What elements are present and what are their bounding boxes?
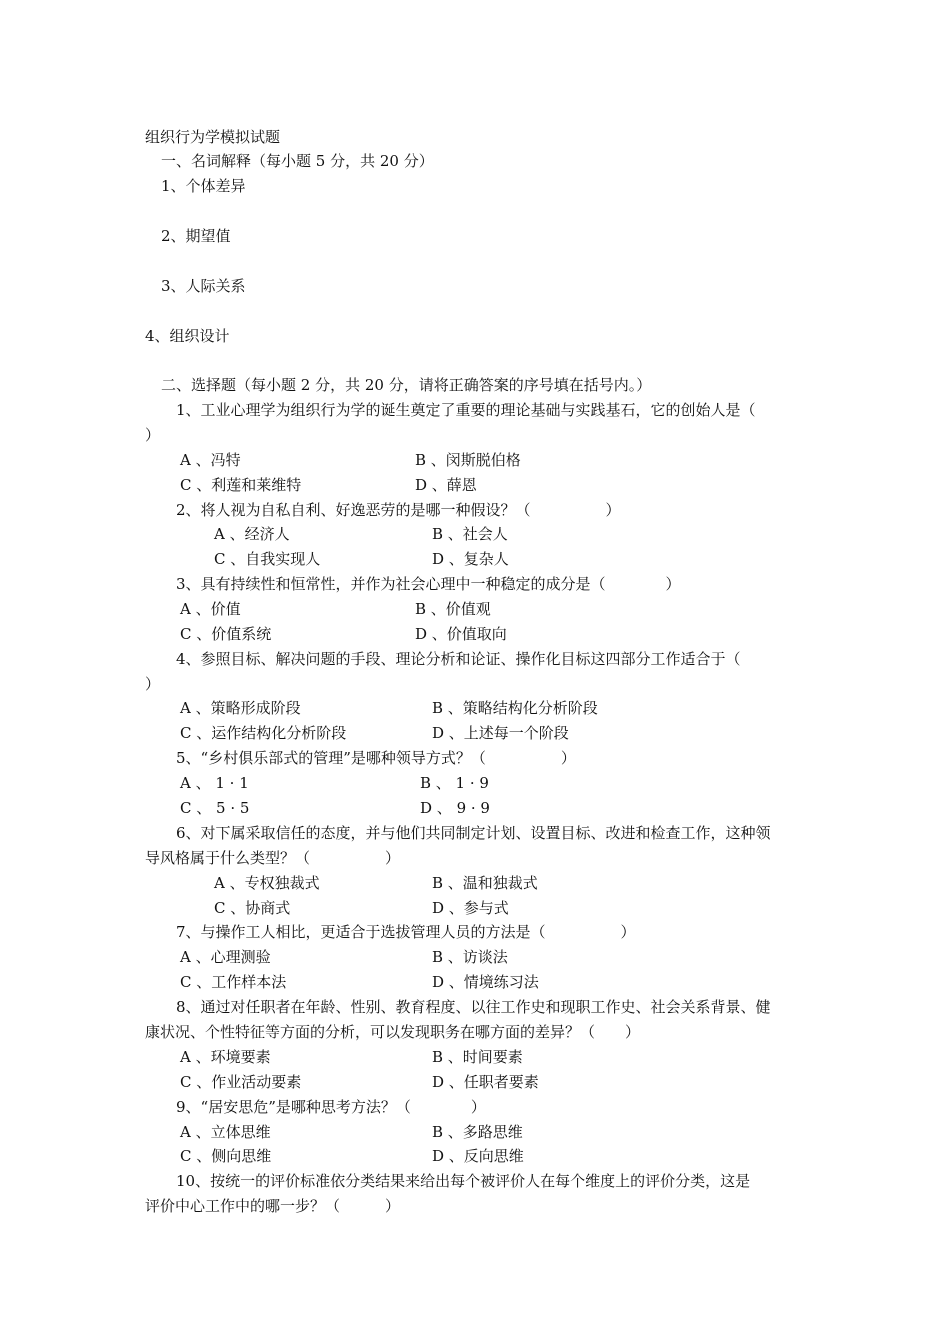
option-a: A 、经济人 [214, 525, 290, 543]
option-b: B 、温和独裁式 [432, 874, 538, 892]
option-d: D 、薛恩 [415, 476, 477, 494]
option-b: B 、 1 · 9 [420, 774, 489, 792]
option-a: A 、冯特 [180, 451, 241, 469]
option-b: B 、社会人 [432, 525, 508, 543]
term-item: 3、人际关系 [161, 277, 246, 295]
option-d: D 、复杂人 [432, 550, 509, 568]
option-a: A 、立体思维 [180, 1123, 271, 1141]
option-b: B 、时间要素 [432, 1048, 523, 1066]
option-b: B 、多路思维 [432, 1123, 523, 1141]
option-a: A 、环境要素 [180, 1048, 271, 1066]
question-text: 评价中心工作中的哪一步？（ ） [145, 1197, 401, 1215]
option-c: C 、自我实现人 [214, 550, 321, 568]
option-c: C 、侧向思维 [180, 1147, 272, 1165]
option-a: A 、 1 · 1 [180, 774, 249, 792]
option-c: C 、价值系统 [180, 625, 272, 643]
option-d: D 、参与式 [432, 899, 509, 917]
option-d: D 、价值取向 [415, 625, 507, 643]
question-text: 康状况、个性特征等方面的分析，可以发现职务在哪方面的差异？（ ） [145, 1023, 641, 1041]
option-b: B 、策略结构化分析阶段 [432, 699, 598, 717]
question-text: 8、通过对任职者在年龄、性别、教育程度、以往工作史和现职工作史、社会关系背景、健 [176, 998, 771, 1016]
option-c: C 、运作结构化分析阶段 [180, 724, 347, 742]
option-c: C 、工作样本法 [180, 973, 287, 991]
option-c: C 、利莲和莱维特 [180, 476, 302, 494]
section2-heading: 二、选择题（每小题 2 分，共 20 分，请将正确答案的序号填在括号内。） [161, 376, 652, 394]
option-a: A 、价值 [180, 600, 241, 618]
option-a: A 、策略形成阶段 [180, 699, 301, 717]
question-text: 3、具有持续性和恒常性，并作为社会心理中一种稳定的成分是（ ） [176, 575, 681, 593]
question-text: 9、“居安思危”是哪种思考方法？（ ） [176, 1098, 486, 1116]
question-text: 1、工业心理学为组织行为学的诞生奠定了重要的理论基础与实践基石，它的创始人是（ [176, 401, 756, 419]
question-text: 10、按统一的评价标准依分类结果来给出每个被评价人在每个维度上的评价分类，这是 [176, 1172, 751, 1190]
option-d: D 、反向思维 [432, 1147, 524, 1165]
question-text: 6、对下属采取信任的态度，并与他们共同制定计划、设置目标、改进和检查工作，这种领 [176, 824, 771, 842]
question-text: 7、与操作工人相比，更适合于选拔管理人员的方法是（ ） [176, 923, 636, 941]
option-d: D 、任职者要素 [432, 1073, 539, 1091]
section1-heading: 一、名词解释（每小题 5 分，共 20 分） [161, 152, 434, 170]
option-d: D 、 9 · 9 [420, 799, 490, 817]
term-item: 4、组织设计 [145, 327, 230, 345]
option-b: B 、访谈法 [432, 948, 508, 966]
option-b: B 、价值观 [415, 600, 491, 618]
question-text: 5、“乡村俱乐部式的管理”是哪种领导方式？（ ） [176, 749, 576, 767]
term-item: 2、期望值 [161, 227, 231, 245]
question-text: ） [145, 675, 161, 693]
option-c: C 、作业活动要素 [180, 1073, 302, 1091]
option-d: D 、情境练习法 [432, 973, 539, 991]
question-text: 2、将人视为自私自利、好逸恶劳的是哪一种假设？（ ） [176, 501, 621, 519]
option-c: C 、 5 · 5 [180, 799, 250, 817]
page-title: 组织行为学模拟试题 [145, 128, 281, 146]
option-b: B 、闵斯脱伯格 [415, 451, 521, 469]
option-a: A 、专权独裁式 [214, 874, 320, 892]
question-text: 4、参照目标、解决问题的手段、理论分析和论证、操作化目标这四部分工作适合于（ [176, 650, 741, 668]
term-item: 1、个体差异 [161, 177, 246, 195]
option-d: D 、上述每一个阶段 [432, 724, 569, 742]
question-text: 导风格属于什么类型？（ ） [145, 849, 401, 867]
option-c: C 、协商式 [214, 899, 291, 917]
option-a: A 、心理测验 [180, 948, 271, 966]
question-text: ） [145, 426, 161, 444]
